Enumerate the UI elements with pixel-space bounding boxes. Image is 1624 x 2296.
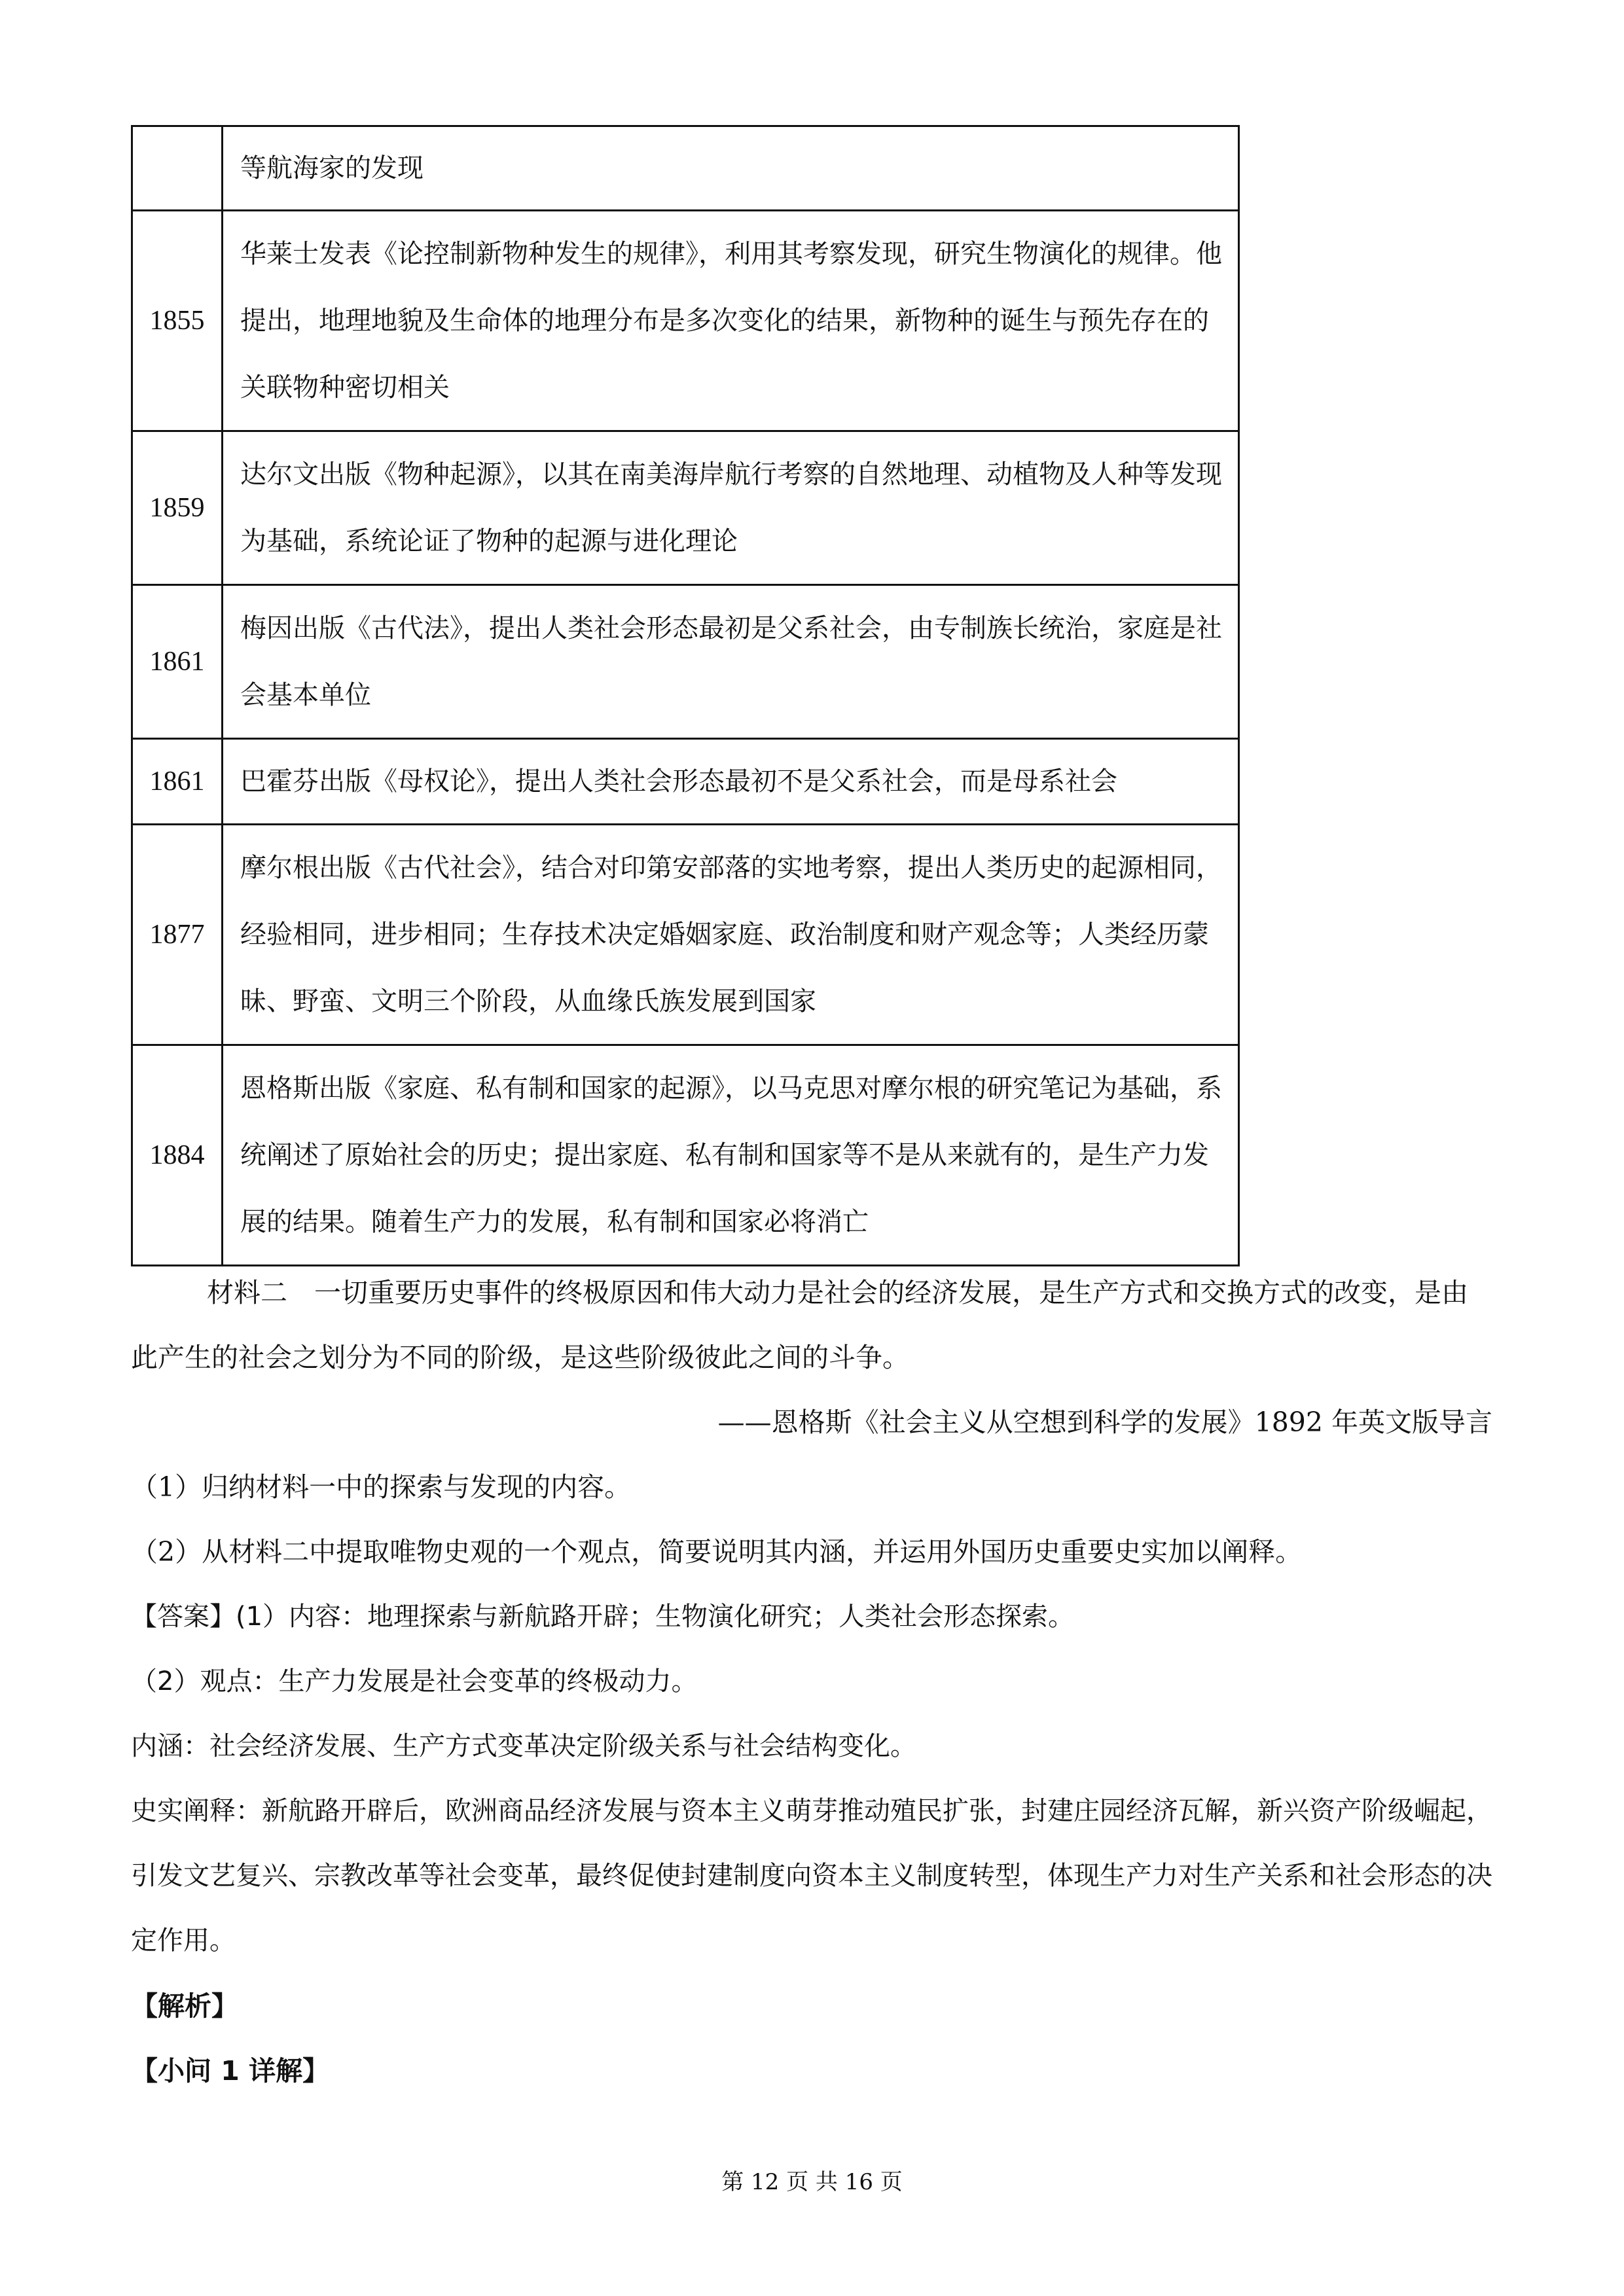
- material-two-source: ——恩格斯《社会主义从空想到科学的发展》1892 年英文版导言: [717, 1407, 1492, 1438]
- year-cell: 1859: [132, 431, 223, 585]
- year-cell: 1861: [132, 585, 223, 739]
- event-cell: 华莱士发表《论控制新物种发生的规律》，利用其考察发现，研究生物演化的规律。他提出，地理地貌及生命体的地理分布是多次变化的结果，新物种的诞生与预先存在的关联物种密切相关: [223, 211, 1239, 431]
- material-two: 材料二 一切重要历史事件的终极原因和伟大动力是社会的经济发展，是生产方式和交换方式的改变，是由此产生的社会之划分为不同的阶级，是这些阶级彼此之间的斗争。: [131, 1277, 1468, 1373]
- analysis-label: 【解析】: [131, 1990, 238, 2022]
- year-cell: 1861: [132, 739, 223, 825]
- year-cell: [132, 126, 223, 211]
- year-cell: 1877: [132, 825, 223, 1045]
- year-cell: 1884: [132, 1045, 223, 1266]
- year-cell: 1855: [132, 211, 223, 431]
- table-row: [132, 1045, 1239, 1266]
- event-cell: 达尔文出版《物种起源》，以其在南美海岸航行考察的自然地理、动植物及人种等发现为基础，系统论证了物种的起源与进化理论: [223, 431, 1239, 585]
- event-cell: 巴霍芬出版《母权论》，提出人类社会形态最初不是父系社会，而是母系社会: [223, 739, 1239, 825]
- question-2: （2）从材料二中提取唯物史观的一个观点，简要说明其内涵，并运用外国历史重要史实加以阐释。: [131, 1536, 1303, 1568]
- table-row: [132, 825, 1239, 1045]
- question-1: （1）归纳材料一中的探索与发现的内容。: [131, 1471, 632, 1503]
- table-row: [132, 585, 1239, 739]
- sub-question-1-detail: 【小问 1 详解】: [131, 2055, 330, 2087]
- answer-line-3: 内涵：社会经济发展、生产方式变革决定阶级关系与社会结构变化。: [131, 1731, 916, 1761]
- table-row: [132, 126, 1239, 211]
- event-cell: 恩格斯出版《家庭、私有制和国家的起源》，以马克思对摩尔根的研究笔记为基础，系统阐述了原始社会的历史；提出家庭、私有制和国家等不是从来就有的，是生产力发展的结果。随着生产力的发展，私有制和国家必将消亡: [223, 1045, 1239, 1266]
- table-row: [132, 211, 1239, 431]
- page-footer: 第 12 页 共 16 页: [721, 2169, 903, 2195]
- table-row: [132, 431, 1239, 585]
- event-cell: 等航海家的发现: [223, 126, 1239, 211]
- event-cell: 梅因出版《古代法》，提出人类社会形态最初是父系社会，由专制族长统治，家庭是社会基本单位: [223, 585, 1239, 739]
- timeline-table: [131, 125, 1240, 1266]
- answer-line-4: 史实阐释：新航路开辟后，欧洲商品经济发展与资本主义萌芽推动殖民扩张，封建庄园经济瓦解，新兴资产阶级崛起，引发文艺复兴、宗教改革等社会变革，最终促使封建制度向资本主义制度转型，体现生产力对生产关系和社会形态的决定作用。: [131, 1796, 1492, 1956]
- answer-line-2: （2）观点：生产力发展是社会变革的终极动力。: [131, 1666, 698, 1696]
- answer-line-1: 【答案】(1）内容：地理探索与新航路开辟；生物演化研究；人类社会形态探索。: [131, 1602, 1075, 1632]
- table-row: [132, 739, 1239, 825]
- event-cell: 摩尔根出版《古代社会》，结合对印第安部落的实地考察，提出人类历史的起源相同，经验相同，进步相同；生存技术决定婚姻家庭、政治制度和财产观念等；人类经历蒙昧、野蛮、文明三个阶段，从血缘氏族发展到国家: [223, 825, 1239, 1045]
